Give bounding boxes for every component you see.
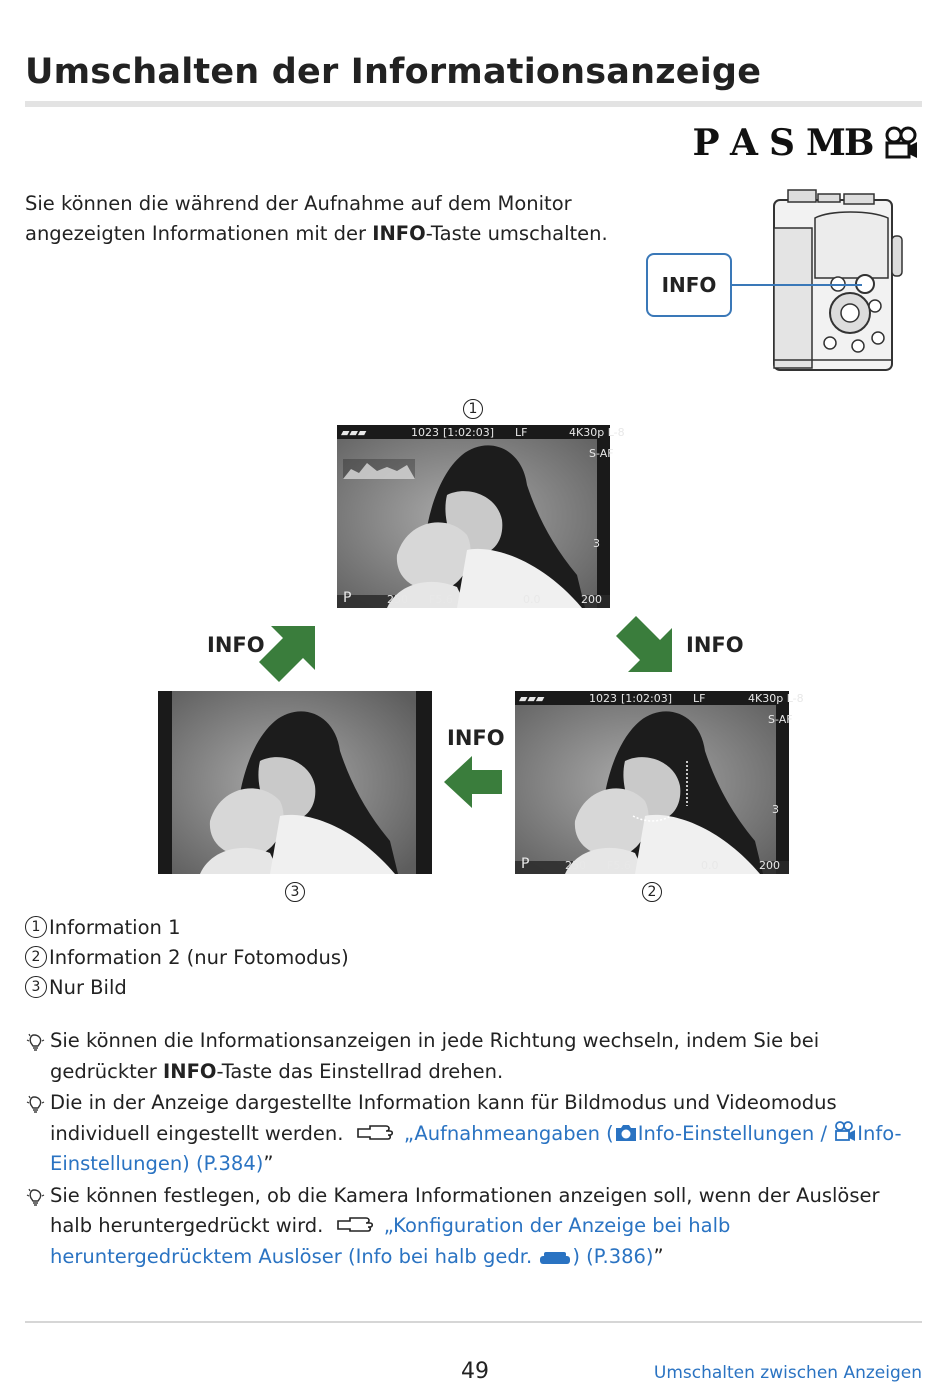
shutter-half-press-icon [538, 1250, 572, 1266]
shots-remaining: 1023 [589, 692, 617, 705]
mode-p: P [692, 122, 720, 164]
legend-item-3: 3 Nur Bild [25, 972, 349, 1002]
battery-icon: ▰▰▰ [519, 692, 545, 705]
video-mode-icon [882, 126, 920, 160]
mode-m: M [806, 122, 846, 164]
aperture: F5.6 [607, 859, 631, 872]
video-quality: 4K30p L-8 [748, 692, 804, 705]
shots-remaining: 1023 [411, 426, 439, 439]
title-rule [25, 101, 922, 107]
exposure-comp: 0.0 [523, 593, 541, 606]
tips-section [25, 1026, 925, 1273]
screen-image-only [158, 691, 432, 874]
exposure-comp: 0.0 [701, 859, 719, 872]
iso: 200 [759, 859, 780, 872]
video-quality: 4K30p L-8 [569, 426, 625, 439]
mode-b: B [844, 122, 875, 164]
bottom-rule [25, 1321, 922, 1323]
section-link[interactable]: Umschalten zwischen Anzeigen [653, 1363, 922, 1383]
arrow-label-left: INFO [207, 633, 265, 657]
page-title: Umschalten der Informationsanzeige [25, 52, 762, 92]
arrow-down-right-icon [622, 622, 674, 674]
display-number-2: 2 [642, 882, 662, 902]
record-time: [1:02:03] [621, 692, 672, 705]
shooting-modes [692, 122, 920, 164]
af-mode: S-AF [768, 713, 793, 726]
af-mode: S-AF [589, 447, 614, 460]
shutter-speed: 250 [387, 593, 408, 606]
shooting-mode: P [343, 590, 352, 606]
tip-2: Die in der Anzeige dargestellte Information kann für Bildmodus und Videomodus individuell eingestellt werden. „Aufnahmeangaben ( Info-Einstellungen / Info-Einstellungen) (P.384)” [25, 1088, 925, 1180]
display-legend [25, 912, 349, 1002]
intro-text: Sie können die während der Aufnahme auf dem Monitor angezeigten Informationen mit der INFO-Taste umschalten. [25, 192, 608, 245]
tip-lightbulb-icon [25, 1032, 47, 1054]
page-number: 49 [461, 1359, 489, 1384]
link-aufnahmeangaben[interactable]: „Aufnahmeangaben ( Info-Einstellungen / Info-Einstellungen) (P.384) [50, 1121, 902, 1175]
mode-s: S [769, 122, 795, 164]
legend-item-2: 2 Information 2 (nur Fotomodus) [25, 942, 349, 972]
reference-hand-icon [336, 1215, 374, 1235]
image-quality: LF [515, 426, 528, 439]
image-quality: LF [693, 692, 706, 705]
record-time: [1:02:03] [443, 426, 494, 439]
battery-icon: ▰▰▰ [341, 426, 367, 439]
flash-value: 3 [593, 537, 600, 550]
display-number-3: 3 [285, 882, 305, 902]
arrow-label-right: INFO [686, 633, 744, 657]
mode-a: A [730, 122, 758, 164]
info-button-callout: INFO [646, 253, 732, 317]
tip-lightbulb-icon [25, 1094, 47, 1116]
video-icon [833, 1121, 857, 1143]
screen-information-2 [515, 691, 804, 874]
link-konfiguration-anzeige[interactable]: „Konfiguration der Anzeige bei halb heruntergedrücktem Auslöser (Info bei halb gedr. ) (P.386) [50, 1214, 731, 1268]
tip-3: Sie können festlegen, ob die Kamera Informationen anzeigen soll, wenn der Auslöser halb heruntergedrückt wird. „Konfiguration der Anzeige bei halb heruntergedrücktem Auslöser (Info bei halb gedr. ) (P.386)” [25, 1181, 925, 1273]
reference-hand-icon [356, 1123, 394, 1143]
shutter-speed: 250 [565, 859, 586, 872]
arrow-label-middle: INFO [447, 726, 505, 750]
iso: 200 [581, 593, 602, 606]
screen-information-1 [337, 425, 625, 608]
tip-1: Sie können die Informationsanzeigen in jede Richtung wechseln, indem Sie bei gedrückter INFO-Taste das Einstellrad drehen. [25, 1026, 925, 1087]
camera-icon [614, 1123, 638, 1143]
aperture: F5.6 [429, 593, 453, 606]
camera-back-illustration [770, 188, 910, 374]
display-number-1: 1 [463, 399, 483, 419]
arrow-left-icon [444, 756, 502, 808]
arrow-up-right-icon [265, 628, 317, 680]
shooting-mode: P [521, 856, 530, 872]
tip-lightbulb-icon [25, 1187, 47, 1209]
callout-line [732, 284, 862, 286]
flash-value: 3 [772, 803, 779, 816]
legend-item-1: 1 Information 1 [25, 912, 349, 942]
